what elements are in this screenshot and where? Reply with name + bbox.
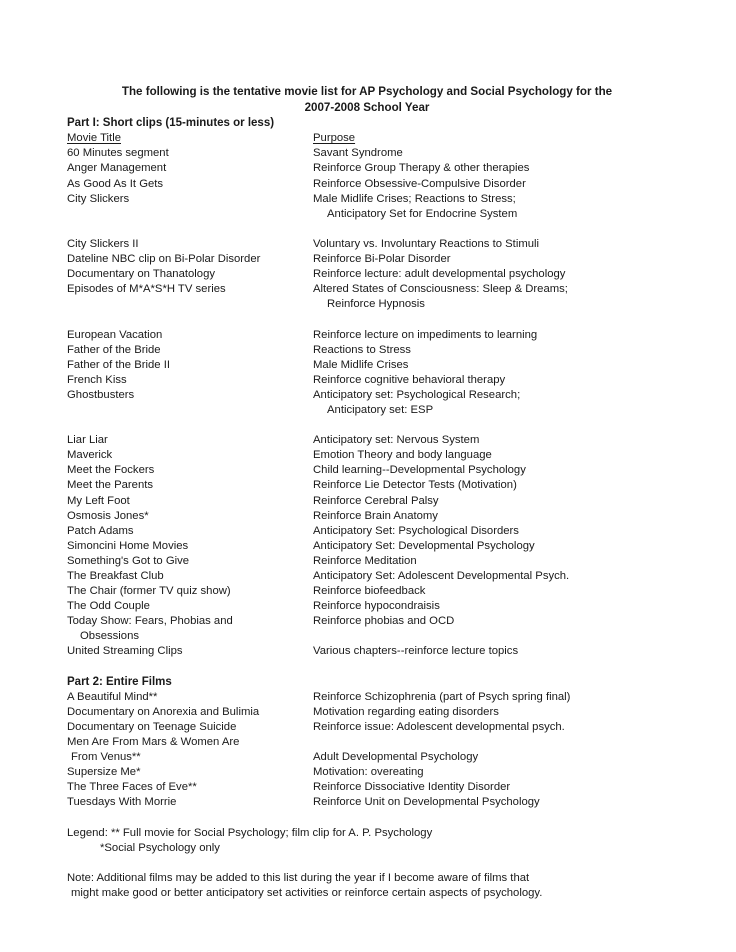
note-line-1: Note: Additional films may be added to this list during the year if I become aware of films that <box>67 871 530 884</box>
list-group-spacer <box>67 418 667 433</box>
list-row <box>67 237 667 252</box>
legend-line-1: Legend: ** Full movie for Social Psychology; film clip for A. P. Psychology <box>67 826 433 839</box>
movie-title: European Vacation <box>67 328 163 341</box>
part-separator-space <box>67 660 667 675</box>
movie-purpose <box>313 735 663 765</box>
movie-title: City Slickers II <box>67 237 139 250</box>
movie-purpose: Savant Syndrome <box>313 147 403 160</box>
list-row <box>67 146 667 161</box>
movie-title-continuation: Obsessions <box>80 630 140 643</box>
movie-title-continuation: From Venus** <box>71 751 141 764</box>
document-body <box>67 84 667 901</box>
list-row <box>67 524 667 539</box>
movie-title: Episodes of M*A*S*H TV series <box>67 283 226 296</box>
movie-purpose: Reinforce Obsessive-Compulsive Disorder <box>313 177 526 190</box>
list-row <box>67 509 667 524</box>
movie-title: Something's Got to Give <box>67 554 190 567</box>
movie-title: United Streaming Clips <box>67 645 183 658</box>
list-row <box>67 267 667 282</box>
movie-title: Men Are From Mars & Women Are From Venus** <box>67 735 313 765</box>
list-group-spacer <box>67 222 667 237</box>
column-header-movie-title: Movie Title <box>67 132 121 145</box>
list-row <box>67 494 667 509</box>
part1-column-headers <box>67 131 667 146</box>
movie-purpose: Motivation regarding eating disorders <box>313 705 499 718</box>
list-row <box>67 795 667 810</box>
list-row <box>67 328 667 343</box>
movie-title: Documentary on Anorexia and Bulimia <box>67 705 260 718</box>
movie-title: Patch Adams <box>67 524 134 537</box>
list-row <box>67 192 667 222</box>
movie-title: Supersize Me* <box>67 766 141 779</box>
movie-title: Today Show: Fears, Phobias and Obsessions <box>67 614 313 644</box>
movie-purpose: Anticipatory Set: Developmental Psychology <box>313 539 535 552</box>
list-row <box>67 373 667 388</box>
movie-purpose: Reactions to Stress <box>313 343 411 356</box>
note-line-2: might make good or better anticipatory set activities or reinforce certain aspects of psychology. <box>71 886 543 899</box>
movie-purpose: Male Midlife Crises; Reactions to Stress; Anticipatory Set for Endocrine System <box>313 192 663 222</box>
list-group-spacer <box>67 312 667 327</box>
movie-purpose: Anticipatory set: Nervous System <box>313 434 480 447</box>
list-row <box>67 282 667 312</box>
movie-purpose: Reinforce Lie Detector Tests (Motivation) <box>313 479 517 492</box>
purpose-text: Adult Developmental Psychology <box>313 751 479 764</box>
list-row <box>67 554 667 569</box>
movie-purpose: Motivation: overeating <box>313 766 424 779</box>
movie-title: A Beautiful Mind** <box>67 690 158 703</box>
movie-purpose: Reinforce hypocondraisis <box>313 600 440 613</box>
movie-title: Documentary on Teenage Suicide <box>67 720 237 733</box>
list-row <box>67 705 667 720</box>
movie-title: Tuesdays With Morrie <box>67 796 177 809</box>
part2-list <box>67 690 667 811</box>
movie-title: The Odd Couple <box>67 600 150 613</box>
list-row <box>67 252 667 267</box>
list-row <box>67 584 667 599</box>
movie-purpose: Altered States of Consciousness: Sleep & Dreams; Reinforce Hypnosis <box>313 282 663 312</box>
movie-purpose-continuation: Anticipatory set: ESP <box>327 403 434 416</box>
list-row <box>67 569 667 584</box>
movie-title: The Breakfast Club <box>67 570 164 582</box>
movie-purpose: Reinforce Dissociative Identity Disorder <box>313 781 511 794</box>
part1-heading: Part I: Short clips (15-minutes or less) <box>67 117 275 130</box>
movie-purpose: Reinforce Brain Anatomy <box>313 509 438 522</box>
movie-purpose: Voluntary vs. Involuntary Reactions to Stimuli <box>313 237 540 250</box>
movie-title: Ghostbusters <box>67 388 135 401</box>
movie-purpose: Reinforce biofeedback <box>313 585 426 598</box>
list-row <box>67 448 667 463</box>
list-row <box>67 343 667 358</box>
note-space <box>67 856 667 871</box>
movie-title: Liar Liar <box>67 434 108 447</box>
movie-title: My Left Foot <box>67 494 130 507</box>
movie-purpose: Reinforce Group Therapy & other therapies <box>313 162 530 175</box>
list-row <box>67 780 667 795</box>
movie-purpose: Reinforce Bi-Polar Disorder <box>313 253 451 266</box>
movie-purpose: Reinforce phobias and OCD <box>313 615 455 628</box>
movie-title: As Good As It Gets <box>67 177 164 190</box>
list-row <box>67 463 667 478</box>
list-row <box>67 720 667 735</box>
movie-purpose: Anticipatory Set: Psychological Disorders <box>313 524 519 537</box>
list-row <box>67 358 667 373</box>
movie-title: French Kiss <box>67 373 127 386</box>
movie-title: The Three Faces of Eve** <box>67 781 197 794</box>
list-row <box>67 614 667 644</box>
movie-purpose: Reinforce Schizophrenia (part of Psych spring final) <box>313 690 571 703</box>
title-line-2: 2007-2008 School Year <box>304 100 430 114</box>
movie-title: Dateline NBC clip on Bi-Polar Disorder <box>67 253 261 266</box>
movie-title: City Slickers <box>67 192 130 205</box>
list-row <box>67 433 667 448</box>
movie-purpose: Reinforce lecture on impediments to learning <box>313 328 538 341</box>
movie-purpose: Various chapters--reinforce lecture topics <box>313 645 519 658</box>
list-row <box>67 478 667 493</box>
movie-title: Father of the Bride II <box>67 358 170 371</box>
movie-title: Maverick <box>67 449 113 462</box>
legend-space <box>67 811 667 826</box>
list-row <box>67 161 667 176</box>
note-block <box>67 871 667 901</box>
movie-purpose: Reinforce cognitive behavioral therapy <box>313 373 506 386</box>
movie-title: Osmosis Jones* <box>67 509 149 522</box>
movie-purpose: Reinforce issue: Adolescent developmental psych. <box>313 720 565 733</box>
movie-purpose: Anticipatory Set: Adolescent Developmental Psych. <box>313 570 570 582</box>
movie-purpose: Male Midlife Crises <box>313 358 409 371</box>
movie-purpose: Reinforce Unit on Developmental Psychology <box>313 796 540 809</box>
movie-title: Simoncini Home Movies <box>67 539 189 552</box>
movie-purpose: Reinforce Cerebral Palsy <box>313 494 439 507</box>
movie-title: Documentary on Thanatology <box>67 268 215 281</box>
list-row <box>67 735 667 765</box>
column-header-purpose: Purpose <box>313 132 356 145</box>
list-row <box>67 539 667 554</box>
part1-list <box>67 146 667 659</box>
list-row <box>67 690 667 705</box>
list-row <box>67 599 667 614</box>
list-row <box>67 765 667 780</box>
movie-purpose-continuation: Anticipatory Set for Endocrine System <box>327 207 518 220</box>
movie-title: Meet the Fockers <box>67 464 155 477</box>
document-title <box>67 84 667 115</box>
movie-purpose: Anticipatory set: Psychological Research; Anticipatory set: ESP <box>313 388 663 418</box>
movie-purpose-continuation: Reinforce Hypnosis <box>327 298 425 311</box>
list-row <box>67 644 667 659</box>
movie-title: Father of the Bride <box>67 343 161 356</box>
movie-purpose: Emotion Theory and body language <box>313 449 492 462</box>
movie-title: The Chair (former TV quiz show) <box>67 585 231 598</box>
part2-heading: Part 2: Entire Films <box>67 675 172 688</box>
list-row <box>67 177 667 192</box>
movie-title: 60 Minutes segment <box>67 147 169 160</box>
movie-purpose: Child learning--Developmental Psychology <box>313 464 526 477</box>
movie-title: Anger Management <box>67 162 167 175</box>
legend-block <box>67 826 667 856</box>
list-row <box>67 388 667 418</box>
movie-purpose: Reinforce Meditation <box>313 554 417 567</box>
title-line-1: The following is the tentative movie list for AP Psychology and Social Psychology for the <box>121 85 613 98</box>
purpose-blank-line <box>313 735 663 750</box>
legend-line-2: *Social Psychology only <box>100 841 220 854</box>
movie-purpose: Reinforce lecture: adult developmental psychology <box>313 268 566 281</box>
movie-title: Meet the Parents <box>67 479 154 492</box>
